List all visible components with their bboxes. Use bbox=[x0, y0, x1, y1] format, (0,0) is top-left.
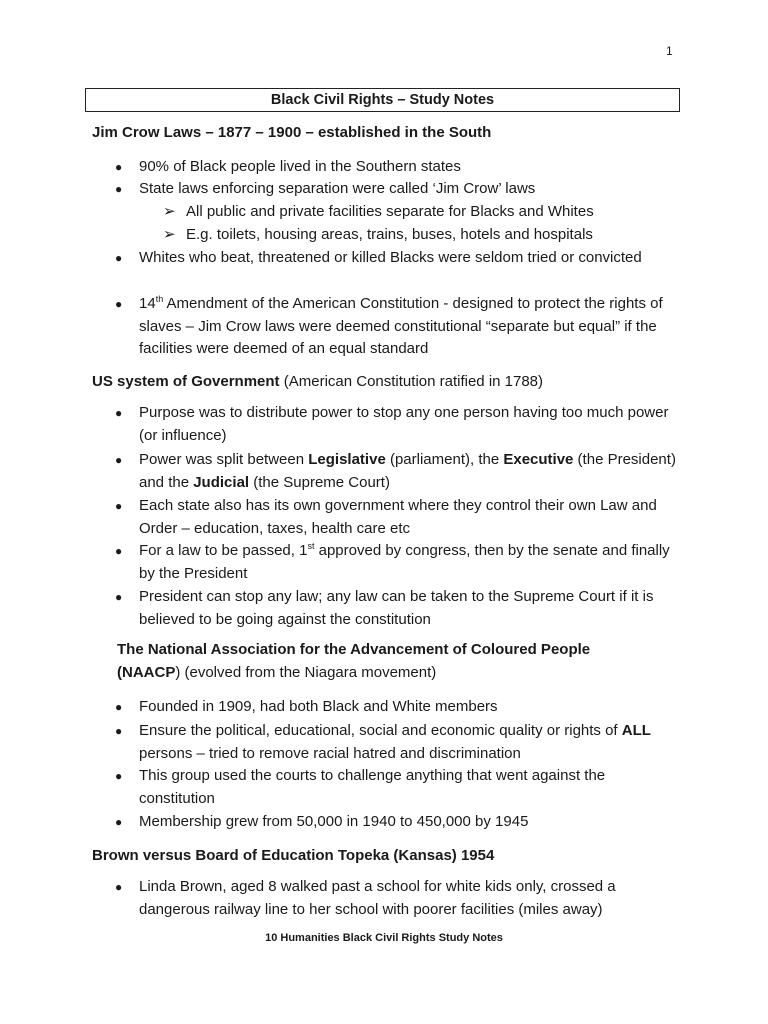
heading-naacp-line2: (NAACP) (evolved from the Niagara movement) bbox=[117, 664, 437, 681]
bullet-icon: ● bbox=[115, 544, 123, 558]
heading-naacp: The National Association for the Advancement of Coloured People bbox=[117, 641, 591, 658]
arrow-bullet-icon: ➢ bbox=[163, 226, 176, 243]
heading-brown-v-board: Brown versus Board of Education Topeka (Kansas) 1954 bbox=[92, 847, 495, 864]
bullet-icon: ● bbox=[115, 590, 123, 604]
heading-us-government: US system of Government (American Constitution ratified in 1788) bbox=[92, 373, 544, 390]
bullet-icon: ● bbox=[115, 297, 123, 311]
bullet-icon: ● bbox=[115, 182, 123, 196]
bullet-icon: ● bbox=[115, 499, 123, 513]
bullet-icon: ● bbox=[115, 406, 123, 420]
heading-jim-crow: Jim Crow Laws – 1877 – 1900 – established in the South bbox=[92, 124, 492, 141]
bullet-icon: ● bbox=[115, 724, 123, 738]
bullet-icon: ● bbox=[115, 160, 123, 174]
document-title: Black Civil Rights – Study Notes bbox=[85, 88, 680, 112]
bullet-icon: ● bbox=[115, 880, 123, 894]
bullet-icon: ● bbox=[115, 251, 123, 265]
page-number: 1 bbox=[666, 44, 673, 58]
page-footer: 10 Humanities Black Civil Rights Study Notes bbox=[265, 932, 503, 944]
bullet-icon: ● bbox=[115, 700, 123, 714]
bullet-icon: ● bbox=[115, 453, 123, 467]
bullet-icon: ● bbox=[115, 769, 123, 783]
arrow-bullet-icon: ➢ bbox=[163, 203, 176, 220]
bullet-icon: ● bbox=[115, 815, 123, 829]
